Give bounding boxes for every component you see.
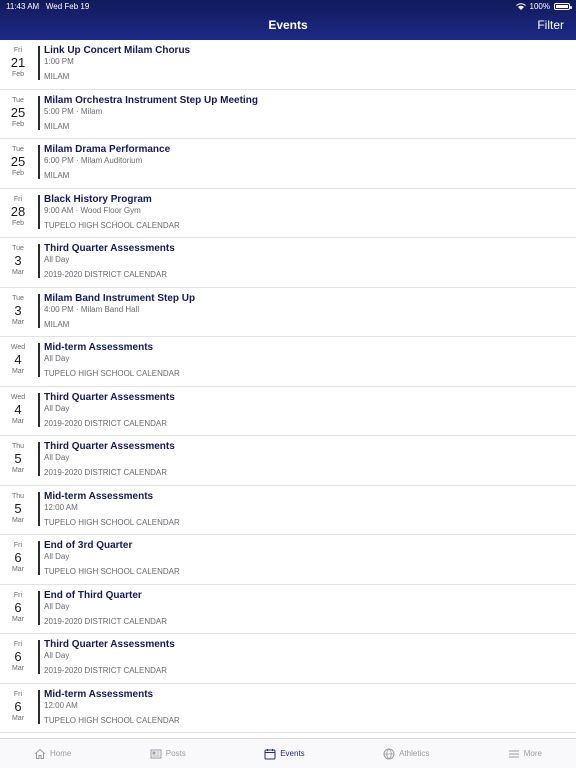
event-info	[44, 243, 564, 280]
event-date	[0, 195, 36, 228]
home-icon	[34, 748, 46, 760]
tab-home-label: Home	[50, 749, 72, 758]
event-divider	[38, 640, 40, 674]
tab-posts[interactable]	[150, 739, 186, 768]
event-calendar: TUPELO HIGH SCHOOL CALENDAR	[44, 715, 180, 725]
event-calendar: 2019-2020 DISTRICT CALENDAR	[44, 418, 168, 428]
event-row[interactable]	[0, 634, 576, 684]
battery-icon	[554, 3, 570, 10]
event-day: 3	[14, 302, 22, 318]
event-row[interactable]	[0, 40, 576, 90]
event-info	[44, 540, 564, 577]
event-info	[44, 590, 564, 627]
event-title: Black History Program	[44, 193, 152, 205]
status-bar	[6, 2, 570, 12]
event-month: Mar	[11, 714, 25, 722]
status-right	[516, 2, 570, 11]
event-weekday: Fri	[13, 690, 23, 698]
event-row[interactable]	[0, 387, 576, 437]
event-title: Milam Drama Performance	[44, 144, 171, 155]
event-divider	[38, 343, 40, 377]
event-date	[0, 46, 36, 79]
status-time: 11:43 AM	[6, 2, 40, 11]
event-divider	[38, 690, 40, 724]
event-time-location: 1:00 PM	[44, 57, 74, 66]
event-info	[44, 392, 564, 429]
event-month: Mar	[11, 318, 25, 326]
event-day: 25	[10, 154, 26, 169]
event-title: End of 3rd Quarter	[44, 540, 133, 551]
event-row[interactable]	[0, 486, 576, 536]
ball-icon	[383, 748, 395, 760]
event-time-location: 9:00 AM · Wood Floor Gym	[44, 205, 141, 215]
event-weekday: Fri	[13, 542, 23, 549]
event-calendar: MILAM	[44, 319, 70, 329]
event-divider	[38, 96, 40, 130]
event-info	[44, 95, 564, 132]
event-calendar: MILAM	[44, 121, 70, 131]
event-time-location: 5:00 PM · Milam	[44, 106, 103, 116]
event-weekday: Fri	[13, 195, 23, 203]
event-time-location: All Day	[44, 255, 70, 264]
menu-icon	[508, 748, 520, 760]
event-weekday: Tue	[12, 294, 24, 302]
event-row[interactable]	[0, 139, 576, 189]
tab-athletics[interactable]	[383, 739, 429, 768]
tab-events-label: Events	[280, 749, 305, 758]
event-weekday: Fri	[13, 591, 23, 599]
event-row[interactable]	[0, 585, 576, 635]
event-divider	[38, 195, 40, 229]
event-calendar: MILAM	[44, 72, 70, 81]
event-day: 28	[10, 203, 26, 219]
event-day: 5	[14, 451, 22, 466]
event-time-location: All Day	[44, 552, 70, 561]
event-month: Mar	[11, 417, 25, 425]
event-date	[0, 294, 36, 327]
event-calendar: 2019-2020 DISTRICT CALENDAR	[44, 270, 168, 279]
tab-more-label: More	[523, 749, 542, 758]
event-day: 6	[14, 698, 22, 714]
event-calendar: TUPELO HIGH SCHOOL CALENDAR	[44, 369, 180, 378]
event-row[interactable]	[0, 238, 576, 288]
event-month: Mar	[11, 615, 25, 623]
event-weekday: Thu	[11, 492, 25, 500]
event-time-location: 4:00 PM · Milam Band Hall	[44, 304, 140, 314]
event-day: 6	[14, 649, 22, 664]
event-divider	[38, 442, 40, 476]
event-month: Feb	[11, 219, 25, 227]
event-weekday: Tue	[12, 146, 24, 153]
tab-athletics-label: Athletics	[399, 749, 430, 758]
event-day: 3	[14, 253, 22, 268]
event-weekday: Thu	[11, 443, 25, 450]
tab-more[interactable]	[508, 739, 542, 768]
event-info	[44, 293, 564, 330]
filter-button[interactable]: Filter	[537, 18, 564, 32]
page-title: Events	[268, 18, 308, 32]
calendar-icon	[264, 748, 276, 760]
event-date	[0, 591, 36, 624]
event-time-location: All Day	[44, 453, 70, 462]
event-title: Link Up Concert Milam Chorus	[44, 45, 191, 56]
event-time-location: 6:00 PM · Milam Auditorium	[44, 156, 143, 165]
event-divider	[38, 393, 40, 427]
event-divider	[38, 492, 40, 526]
event-title: Third Quarter Assessments	[44, 441, 175, 452]
event-title: Mid-term Assessments	[44, 688, 154, 700]
event-month: Feb	[11, 170, 25, 177]
battery-percent: 100%	[529, 2, 550, 11]
event-title: End of Third Quarter	[44, 589, 142, 601]
tab-bar	[0, 738, 576, 768]
event-info	[44, 689, 564, 726]
event-title: Milam Band Instrument Step Up	[44, 292, 196, 304]
event-row[interactable]	[0, 684, 576, 734]
event-row[interactable]	[0, 90, 576, 140]
event-title: Third Quarter Assessments	[44, 243, 175, 254]
event-info	[44, 342, 564, 379]
event-date	[0, 541, 36, 574]
event-info	[44, 144, 564, 181]
event-row[interactable]	[0, 288, 576, 338]
event-title: Milam Orchestra Instrument Step Up Meeting	[44, 94, 258, 106]
event-day: 5	[14, 500, 22, 516]
event-date	[0, 442, 36, 475]
tab-events[interactable]	[264, 739, 304, 768]
wifi-icon	[516, 3, 526, 10]
event-date	[0, 492, 36, 525]
event-weekday: Wed	[10, 393, 26, 401]
event-month: Mar	[11, 566, 25, 573]
event-info	[44, 441, 564, 478]
event-month: Mar	[11, 665, 25, 672]
event-time-location: 12:00 AM	[44, 700, 78, 710]
event-day: 4	[14, 401, 22, 417]
event-time-location: All Day	[44, 403, 70, 413]
event-divider	[38, 244, 40, 278]
event-weekday: Fri	[13, 47, 23, 54]
event-month: Mar	[11, 516, 25, 524]
event-date	[0, 145, 36, 178]
event-date	[0, 393, 36, 426]
event-day: 6	[14, 599, 22, 615]
event-day: 25	[10, 104, 26, 120]
event-weekday: Tue	[12, 96, 24, 104]
navigation-bar	[0, 0, 576, 40]
event-divider	[38, 294, 40, 328]
event-weekday: Tue	[12, 245, 24, 252]
event-calendar: TUPELO HIGH SCHOOL CALENDAR	[44, 517, 180, 527]
event-divider	[38, 591, 40, 625]
event-info	[44, 491, 564, 528]
event-title: Third Quarter Assessments	[44, 639, 175, 650]
event-day: 4	[14, 352, 22, 367]
event-month: Mar	[11, 368, 25, 375]
event-row[interactable]	[0, 436, 576, 486]
event-divider	[38, 145, 40, 179]
event-date	[0, 96, 36, 129]
event-row[interactable]	[0, 337, 576, 387]
event-time-location: All Day	[44, 354, 70, 363]
event-info	[44, 45, 564, 82]
event-title: Mid-term Assessments	[44, 342, 154, 353]
event-date	[0, 640, 36, 673]
event-month: Feb	[11, 71, 25, 78]
event-list	[0, 40, 576, 738]
event-calendar: TUPELO HIGH SCHOOL CALENDAR	[44, 567, 180, 576]
event-month: Feb	[11, 120, 25, 128]
event-month: Mar	[11, 467, 25, 474]
event-calendar: 2019-2020 DISTRICT CALENDAR	[44, 616, 168, 626]
event-row[interactable]	[0, 535, 576, 585]
event-weekday: Wed	[10, 344, 26, 351]
event-info	[44, 639, 564, 676]
event-calendar: TUPELO HIGH SCHOOL CALENDAR	[44, 220, 180, 230]
event-calendar: MILAM	[44, 171, 70, 180]
event-day: 21	[10, 55, 26, 70]
event-title: Mid-term Assessments	[44, 490, 154, 502]
event-month: Mar	[11, 269, 25, 276]
event-date	[0, 244, 36, 277]
newspaper-icon	[150, 748, 162, 760]
tab-posts-label: Posts	[165, 749, 186, 758]
event-calendar: 2019-2020 DISTRICT CALENDAR	[44, 666, 168, 675]
event-title: Third Quarter Assessments	[44, 391, 175, 403]
event-weekday: Fri	[13, 641, 23, 648]
event-time-location: All Day	[44, 601, 70, 611]
event-row[interactable]	[0, 189, 576, 239]
event-day: 6	[14, 550, 22, 565]
tab-home[interactable]	[34, 739, 71, 768]
event-time-location: All Day	[44, 651, 70, 660]
event-calendar: 2019-2020 DISTRICT CALENDAR	[44, 468, 168, 477]
status-date: Wed Feb 19	[45, 2, 90, 11]
event-time-location: 12:00 AM	[44, 502, 78, 512]
event-date	[0, 690, 36, 723]
event-divider	[38, 541, 40, 575]
event-date	[0, 343, 36, 376]
event-divider	[38, 46, 40, 80]
event-info	[44, 194, 564, 231]
status-left	[6, 2, 89, 11]
